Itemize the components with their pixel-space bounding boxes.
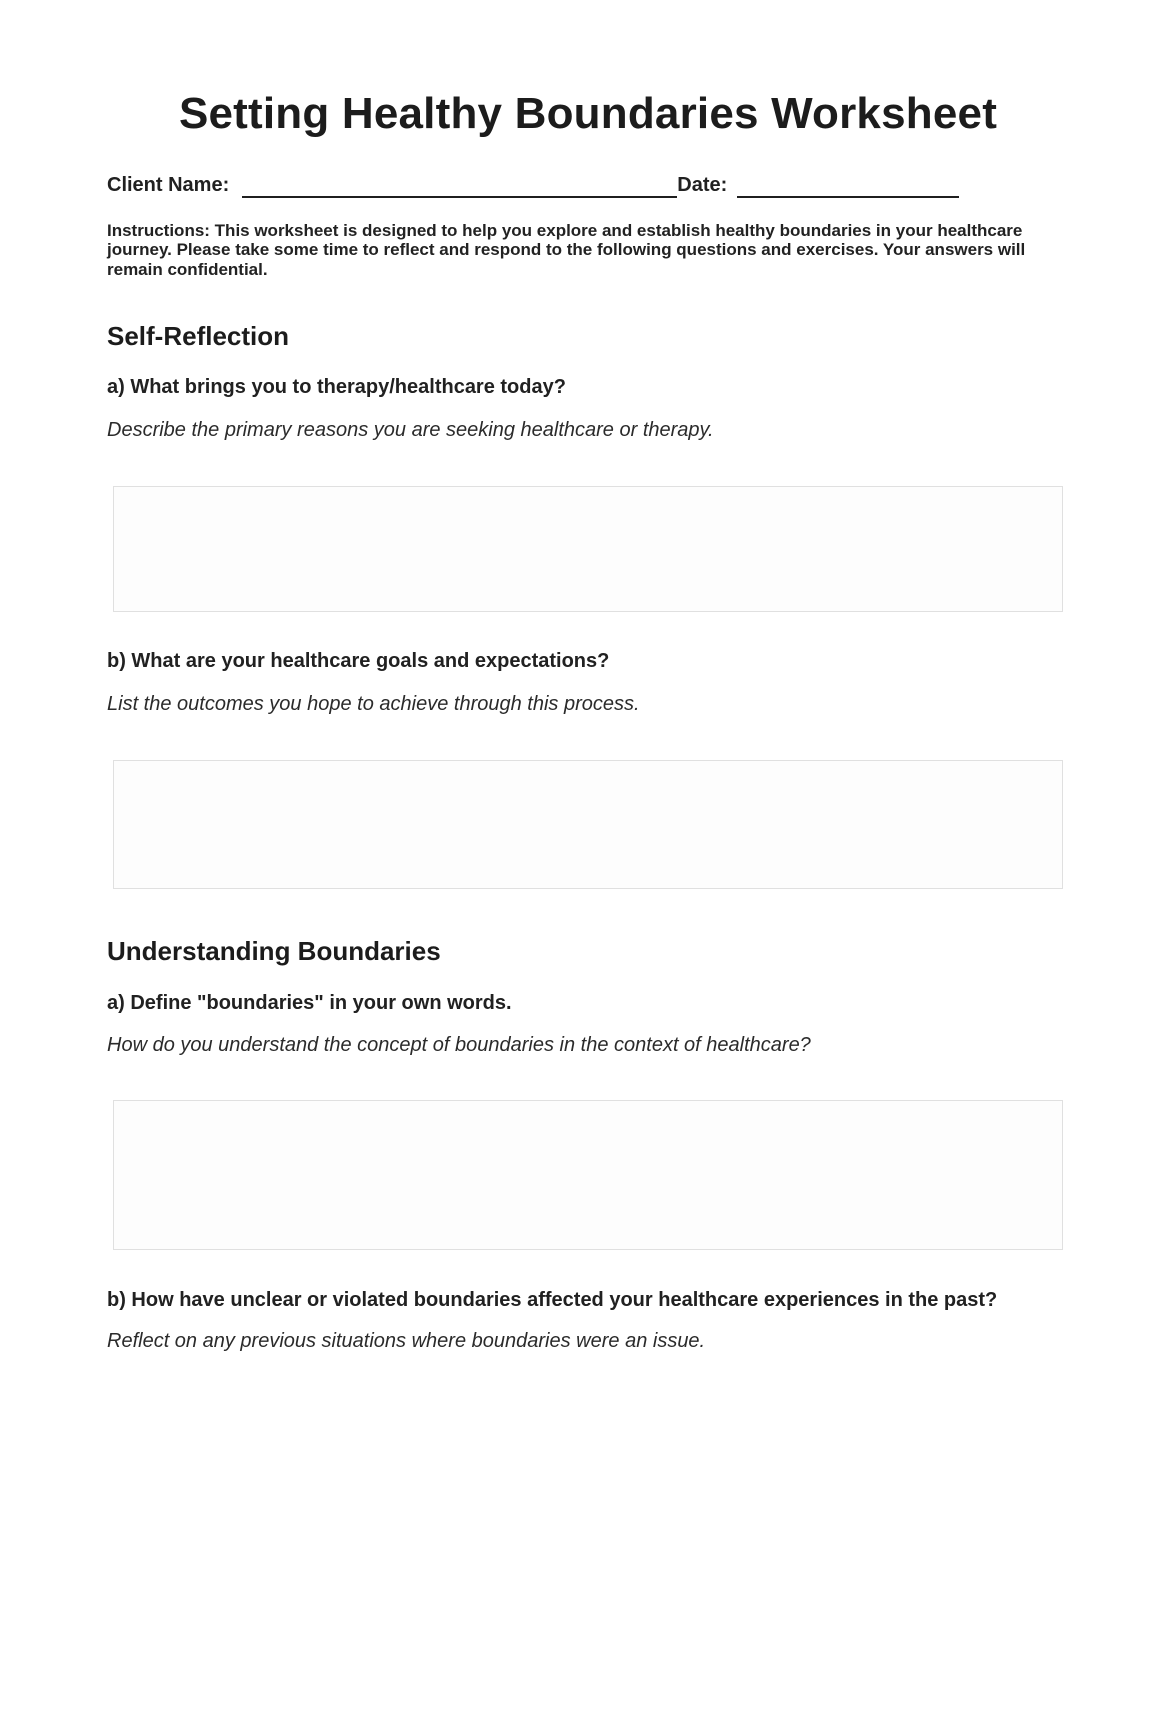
instructions-text: Instructions: This worksheet is designed to help you explore and establish healthy boundaries in your healthcare journey. Please take some time to reflect and respond to the following questions and exercises. Your answers will remain confidential. [107,220,1026,279]
client-date-row [107,172,1069,198]
answer-box-self-reflection-b[interactable] [113,760,1063,889]
question-hint-understanding-boundaries-b: Reflect on any previous situations where boundaries were an issue. [107,1330,706,1353]
page-title: Setting Healthy Boundaries Worksheet [178,89,998,138]
question-understanding-boundaries-a: a) Define "boundaries" in your own words. [107,992,512,1015]
date-input-line[interactable] [737,172,959,198]
question-hint-self-reflection-b: List the outcomes you hope to achieve through this process. [107,693,640,716]
answer-box-understanding-boundaries-a[interactable] [113,1100,1063,1250]
question-hint-self-reflection-a: Describe the primary reasons you are seeking healthcare or therapy. [107,419,714,442]
question-self-reflection-b: b) What are your healthcare goals and expectations? [107,650,610,673]
question-understanding-boundaries-b: b) How have unclear or violated boundaries affected your healthcare experiences in the past? [107,1289,998,1312]
answer-box-self-reflection-a[interactable] [113,486,1063,612]
date-label: Date: [677,173,728,196]
question-hint-understanding-boundaries-a: How do you understand the concept of boundaries in the context of healthcare? [107,1034,811,1057]
client-name-input-line[interactable] [242,172,677,198]
client-name-label: Client Name: [107,173,230,196]
section-heading-self-reflection: Self-Reflection [107,321,290,352]
worksheet-page [0,88,1176,1718]
question-self-reflection-a: a) What brings you to therapy/healthcare today? [107,376,566,399]
section-heading-understanding-boundaries: Understanding Boundaries [107,936,441,967]
